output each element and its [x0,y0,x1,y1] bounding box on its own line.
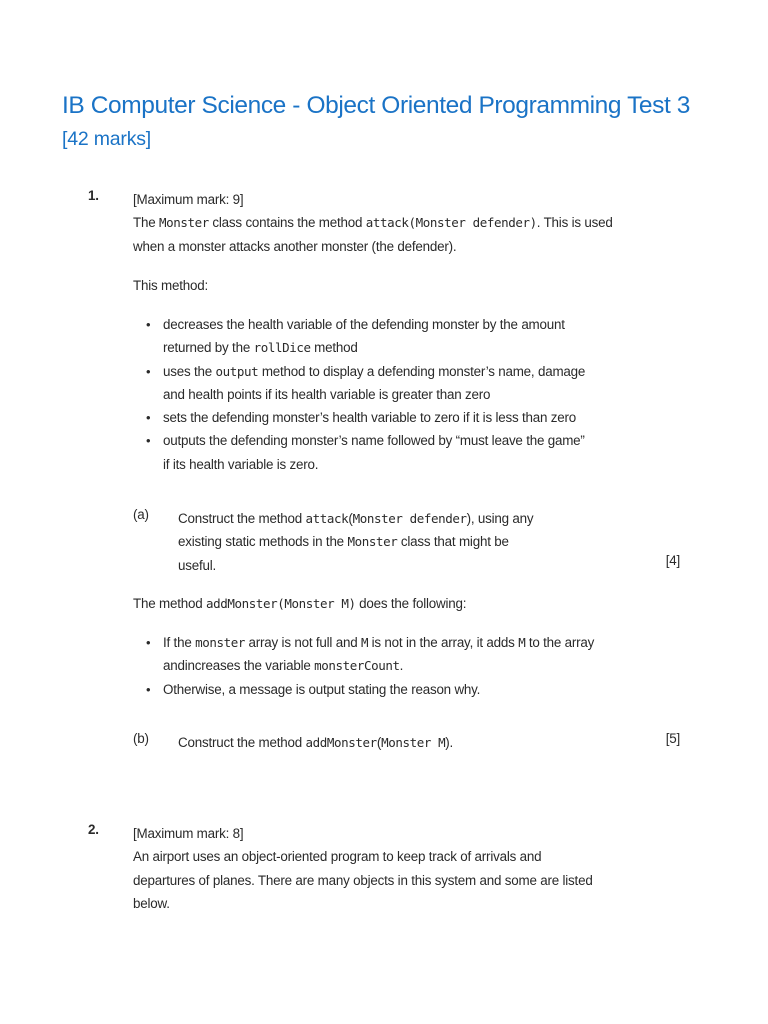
list-item: • Otherwise, a message is output stating the reason why. [146,678,594,701]
bullet-icon: • [146,433,151,449]
bullet-icon: • [146,681,151,697]
total-marks: [42 marks] [62,128,152,150]
part-a-text: Construct the method attack(Monster defender), using any existing static methods in the Monster class that might be useful. [178,511,534,573]
part-b-marks: [5] [665,731,680,746]
question-2-intro: [Maximum mark: 8] An airport uses an object-oriented program to keep track of arrivals and departures of planes. There are many objects in this system and some are listed below. [133,822,633,915]
list-item: • sets the defending monster’s health variable to zero if it is less than zero [146,406,585,429]
page-title: IB Computer Science - Object Oriented Programming Test 3 [62,92,691,119]
code-method-name: output [215,363,259,379]
intro-line-1: The Monster class contains the method attack(Monster defender). This is used [133,215,613,231]
code-method-signature: addMonster(Monster M) [205,596,356,611]
bullet-icon: • [146,635,151,650]
bullet-icon: • [146,317,151,332]
question-2-number: 2. [88,822,99,837]
addmonster-intro: The method addMonster(Monster M) does the following: [133,596,467,611]
question-1-intro [133,188,633,258]
code-method-name: rollDice [253,340,311,356]
part-a-marks: [4] [665,553,680,568]
part-a-label: (a) [133,507,149,522]
part-b-label: (b) [133,731,149,746]
list-item: • outputs the defending monster’s name followed by “must leave the game” if its health variable is zero. [146,429,585,476]
bullet-icon: • [146,363,151,379]
list-item: • uses the output method to display a defending monster’s name, damage and health points if its health variable is greater than zero [146,360,585,407]
part-b-text: Construct the method addMonster(Monster M). [178,735,453,750]
list-item: • decreases the health variable of the defending monster by the amount returned by the rollDice method [146,313,585,360]
code-method-signature: attack(Monster defender) [365,215,537,231]
code-class-name: Monster [159,215,209,231]
intro-line-2: when a monster attacks another monster (the defender). [133,238,457,254]
addmonster-bullet-list [146,631,594,701]
list-item: • If the monster array is not full and M is not in the array, it adds M to the array andincreases the variable monsterCount. [146,631,594,678]
method-bullet-list [146,313,585,476]
max-mark: [Maximum mark: 8] [133,826,244,841]
max-mark: [Maximum mark: 9] [133,192,244,207]
question-1-number: 1. [88,188,99,203]
bullet-icon: • [146,410,151,426]
method-intro: This method: [133,278,209,293]
